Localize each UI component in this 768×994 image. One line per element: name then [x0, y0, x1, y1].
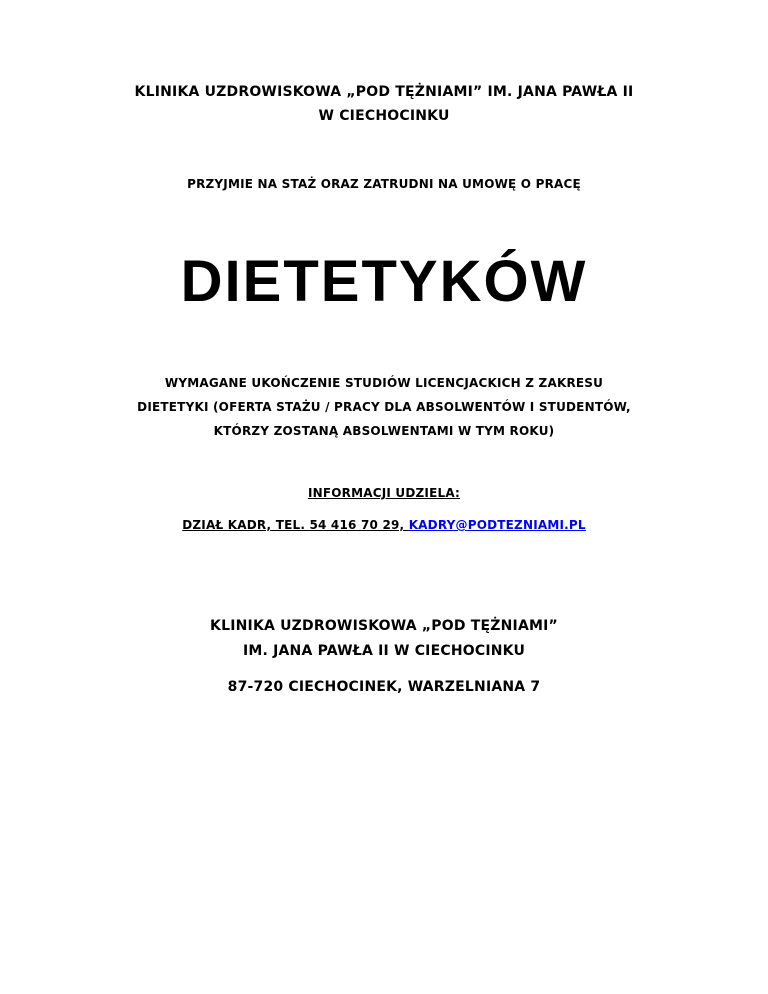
contact-heading: INFORMACJI UDZIELA: [307, 486, 461, 500]
requirements-line-3: KTÓRZY ZOSTANĄ ABSOLWENTAMI W TYM ROKU) [213, 424, 555, 438]
footer-address: 87-720 CIECHOCINEK, WARZELNIANA 7 [227, 679, 541, 695]
position-title: DIETETYKÓW [180, 249, 588, 314]
header-line-2: W CIECHOCINKU [318, 108, 450, 124]
requirements-line-2: DIETETYKI (OFERTA STAŻU / PRACY DLA ABSOLWENTÓW I STUDENTÓW, [137, 400, 631, 414]
requirements-line-1: WYMAGANE UKOŃCZENIE STUDIÓW LICENCJACKICH Z ZAKRESU [164, 376, 604, 390]
email-link[interactable]: KADRY@PODTEZNIAMI.PL [408, 518, 586, 532]
header-line-1: KLINIKA UZDROWISKOWA „POD TĘŻNIAMI” IM. JANA PAWŁA II [134, 84, 634, 100]
offer-text: PRZYJMIE NA STAŻ ORAZ ZATRUDNI NA UMOWĘ O PRACĘ [187, 177, 581, 191]
footer-line-1: KLINIKA UZDROWISKOWA „POD TĘŻNIAMI” [210, 618, 558, 634]
footer-line-2: IM. JANA PAWŁA II W CIECHOCINKU [242, 643, 526, 659]
contact-text: DZIAŁ KADR, TEL. 54 416 70 29, [182, 518, 409, 532]
contact-line [0, 518, 768, 532]
